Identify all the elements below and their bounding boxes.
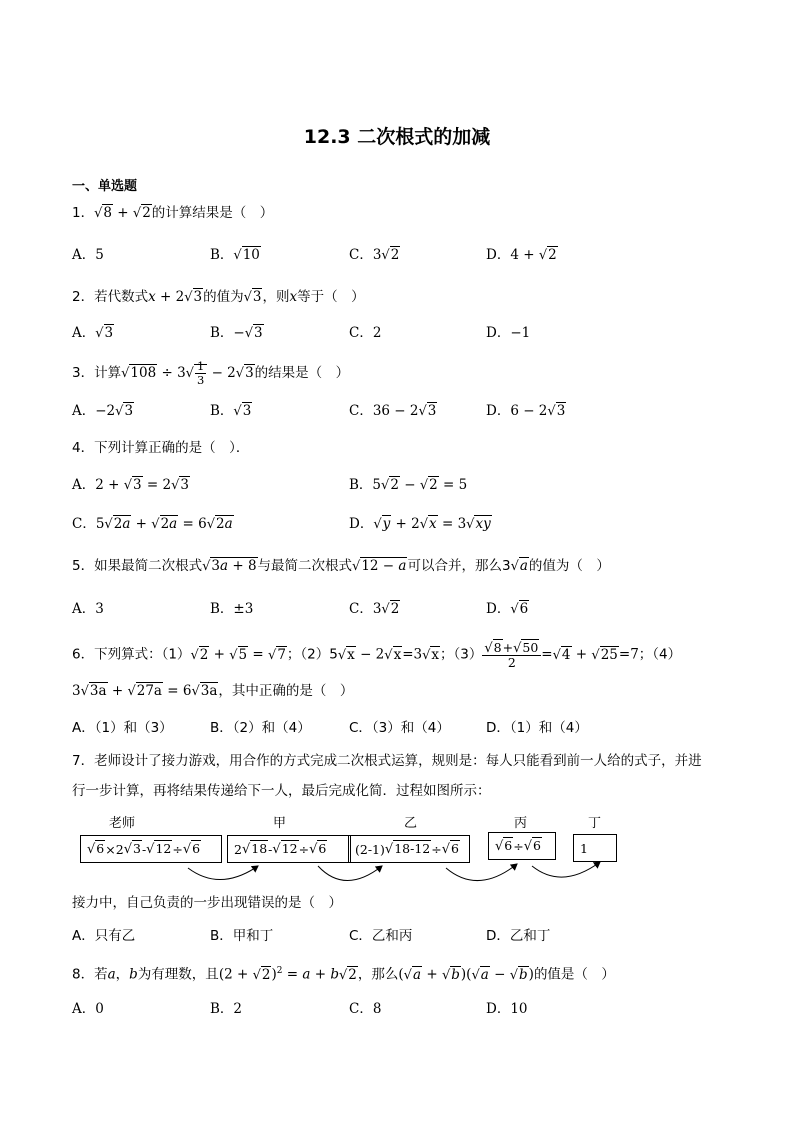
q1-option-c[interactable]: C．3√2 (349, 247, 400, 263)
q4-option-c[interactable]: C．5√2a + √2a = 6√2a (72, 516, 233, 532)
q1-option-d[interactable]: D．4 + √2 (486, 247, 557, 263)
relay-box-bing: √6 ÷ √6 (488, 832, 556, 860)
question-7-stem-line2: 行一步计算，再将结果传递给下一人，最后完成化简．过程如图所示： (72, 783, 491, 799)
q5-option-d[interactable]: D．√6 (486, 601, 529, 617)
relay-label-yi: 乙 (404, 816, 418, 831)
q7-option-b[interactable]: B．甲和丁 (210, 928, 274, 944)
q5-option-a[interactable]: A．3 (72, 601, 104, 617)
question-4-stem: 4．下列计算正确的是（ ）． (72, 440, 250, 456)
question-7-stem-line1: 7．老师设计了接力游戏，用合作的方式完成二次根式运算，规则是：每人只能看到前一人给的式子，并进 (72, 753, 702, 769)
q8-option-d[interactable]: D．10 (486, 1001, 528, 1017)
relay-label-bing: 丙 (514, 816, 528, 831)
arrow-4 (532, 862, 600, 877)
question-5-stem: 5．如果最简二次根式√3a + 8与最简二次根式√12 − a可以合并，那么3√a的值为（ ） (72, 558, 610, 574)
q6-option-b[interactable]: B．（2）和（4） (210, 720, 311, 736)
q2-option-d[interactable]: D．−1 (486, 325, 531, 341)
q6-option-c[interactable]: C．（3）和（4） (349, 720, 450, 736)
relay-label-jia: 甲 (273, 816, 287, 831)
relay-label-ding: 丁 (588, 816, 602, 831)
page-title: 12.3 二次根式的加减 (303, 126, 491, 148)
q7-option-a[interactable]: A．只有乙 (72, 928, 136, 944)
relay-box-yi: (2-1) √18-12 ÷ √6 (348, 835, 470, 863)
q7-option-c[interactable]: C．乙和丙 (349, 928, 413, 944)
q4-option-d[interactable]: D．√y + 2√x = 3√xy (349, 516, 491, 532)
question-1-stem: 1．√8 + √2的计算结果是（ ） (72, 205, 274, 221)
question-2-stem: 2．若代数式x + 2√3的值为√3，则x等于（ ） (72, 289, 365, 305)
q6-option-a[interactable]: A．（1）和（3） (72, 720, 173, 736)
question-8-stem: 8．若a，b为有理数，且$(2 + √2)^2 = a + b√2$，那么(√a + √b)(√a − √b)的值是（ ） (72, 966, 615, 983)
relay-box-ding: 1 (573, 834, 617, 862)
arrow-3 (446, 864, 517, 881)
q5-option-c[interactable]: C．3√2 (349, 601, 400, 617)
q2-option-b[interactable]: B．−√3 (210, 325, 263, 341)
q2-option-a[interactable]: A．√3 (72, 325, 114, 341)
question-6-stem: 6．下列算式：（1）√2 + √5 = √7；（2）5√x − 2√x=3√x；（3） $\frac{√8+√50}{2}$ =√4 + √25=7；（4） (72, 640, 682, 670)
q1-option-a[interactable]: A．5 (72, 247, 104, 263)
q7-option-d[interactable]: D．乙和丁 (486, 928, 551, 944)
q8-option-c[interactable]: C．8 (349, 1001, 382, 1017)
q2-option-c[interactable]: C．2 (349, 325, 382, 341)
q8-option-b[interactable]: B．2 (210, 1001, 243, 1017)
question-6-stem-line2: 3√3a + √27a = 6√3a，其中正确的是（ ） (72, 683, 354, 699)
q4-option-a[interactable]: A．2 + √3 = 2√3 (72, 477, 189, 493)
q3-option-d[interactable]: D．6 − 2√3 (486, 403, 566, 419)
q5-option-b[interactable]: B．±3 (210, 601, 254, 617)
relay-box-teacher: √6 ×2 √3 - √12 ÷ √6 (80, 835, 222, 863)
arrow-1 (188, 866, 258, 880)
q6-option-d[interactable]: D．（1）和（4） (486, 720, 588, 736)
q1-option-b[interactable]: B．√10 (210, 247, 260, 263)
question-3-stem: 3．计算√108 ÷ 3√ $\frac{1}{3}$ − 2√3的结果是（ ） (72, 359, 350, 387)
relay-label-teacher: 老师 (109, 816, 136, 831)
relay-box-jia: 2 √18 - √12 ÷ √6 (227, 835, 351, 863)
q3-option-b[interactable]: B．√3 (210, 403, 252, 419)
q3-option-c[interactable]: C．36 − 2√3 (349, 403, 437, 419)
q3-option-a[interactable]: A．−2√3 (72, 403, 134, 419)
q4-option-b[interactable]: B．5√2 − √2 = 5 (349, 477, 468, 493)
arrow-2 (318, 866, 382, 881)
question-7-question: 接力中，自己负责的一步出现错误的是（ ） (72, 895, 342, 911)
section-heading: 一、单选题 (72, 179, 138, 194)
q8-option-a[interactable]: A．0 (72, 1001, 104, 1017)
